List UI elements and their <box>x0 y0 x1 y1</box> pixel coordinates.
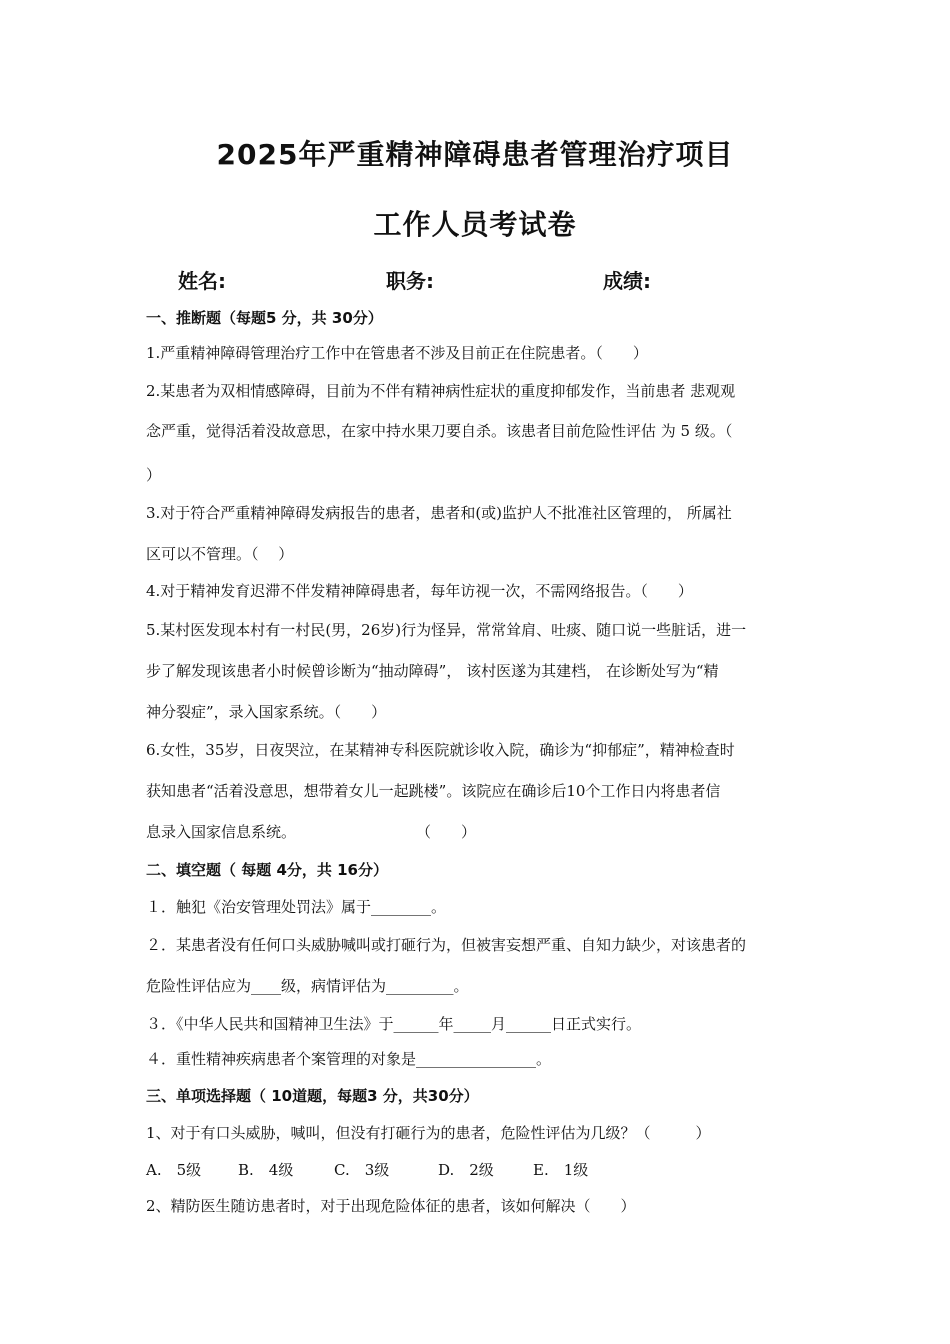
section1-line: 3.对于符合严重精神障碍发病报告的患者，患者和(或)监护人不批准社区管理的， 所属社 <box>146 504 732 522</box>
name-field-label: 姓名: <box>178 269 226 293</box>
section1-line: 神分裂症”，录入国家系统。（ ） <box>146 703 387 721</box>
section1-line: 区可以不管理。（ ） <box>146 545 294 563</box>
section1-line: 4.对于精神发育迟滞不伴发精神障碍患者，每年访视一次，不需网络报告。（ ） <box>146 582 693 600</box>
exam-title-line2: 工作人员考试卷 <box>373 208 577 241</box>
section1-line: 5.某村医发现本村有一村民(男，26岁)行为怪异，常常耸肩、吐痰、随口说一些脏话，进一 <box>146 621 747 639</box>
section1-line: 获知患者“活着没意思，想带着女儿一起跳楼”。该院应在确诊后10个工作日内将患者信 <box>146 782 721 800</box>
q1-option-a: A. 5级 <box>146 1161 202 1179</box>
section2-heading: 二、填空题（ 每题 4分，共 16分） <box>146 861 388 879</box>
question-1: 1、对于有口头威胁，喊叫，但没有打砸行为的患者，危险性评估为几级？（ ） <box>146 1124 711 1142</box>
section2-line: ４．重性精神疾病患者个案管理的对象是________________。 <box>146 1050 552 1068</box>
q1-option-d: D. 2级 <box>438 1161 494 1179</box>
section1-line: 步了解发现该患者小时候曾诊断为“抽动障碍”， 该村医遂为其建档， 在诊断处写为“精 <box>146 662 719 680</box>
section1-line: 2.某患者为双相情感障碍，目前为不伴有精神病性症状的重度抑郁发作，当前患者 悲观观 <box>146 382 736 400</box>
section1-line: ） <box>146 466 162 484</box>
q1-option-e: E. 1级 <box>533 1161 589 1179</box>
section1-line: 1.严重精神障碍管理治疗工作中在管患者不涉及目前正在住院患者。（ ） <box>146 344 648 362</box>
section1-heading: 一、推断题（每题5 分，共 30分） <box>146 309 383 327</box>
section1-line: 6.女性，35岁，日夜哭泣，在某精神专科医院就诊收入院，确诊为“抑郁症”，精神检查时 <box>146 741 735 759</box>
position-field-label: 职务: <box>386 269 434 293</box>
q1-option-b: B. 4级 <box>238 1161 294 1179</box>
section2-line: １．触犯《治安管理处罚法》属于________。 <box>146 898 447 916</box>
section1-line: 息录入国家信息系统。 （ ） <box>146 823 477 841</box>
section3-heading: 三、单项选择题（ 10道题，每题3 分，共30分） <box>146 1087 479 1105</box>
section1-line: 念严重，觉得活着没故意思，在家中持水果刀要自杀。该患者目前危险性评估 为 5 级。（ <box>146 422 733 440</box>
exam-title-line1: 2025年严重精神障碍患者管理治疗项目 <box>216 138 734 171</box>
score-field-label: 成绩: <box>603 269 651 293</box>
section2-line: 危险性评估应为____级，病情评估为_________。 <box>146 977 469 995</box>
q1-option-c: C. 3级 <box>334 1161 390 1179</box>
question-2: 2、精防医生随访患者时，对于出现危险体征的患者，该如何解决（ ） <box>146 1197 636 1215</box>
section2-line: ３．《中华人民共和国精神卫生法》于______年_____月______日正式实行。 <box>146 1015 642 1033</box>
section2-line: ２．某患者没有任何口头威胁喊叫或打砸行为，但被害妄想严重、自知力缺少，对该患者的 <box>146 936 747 954</box>
